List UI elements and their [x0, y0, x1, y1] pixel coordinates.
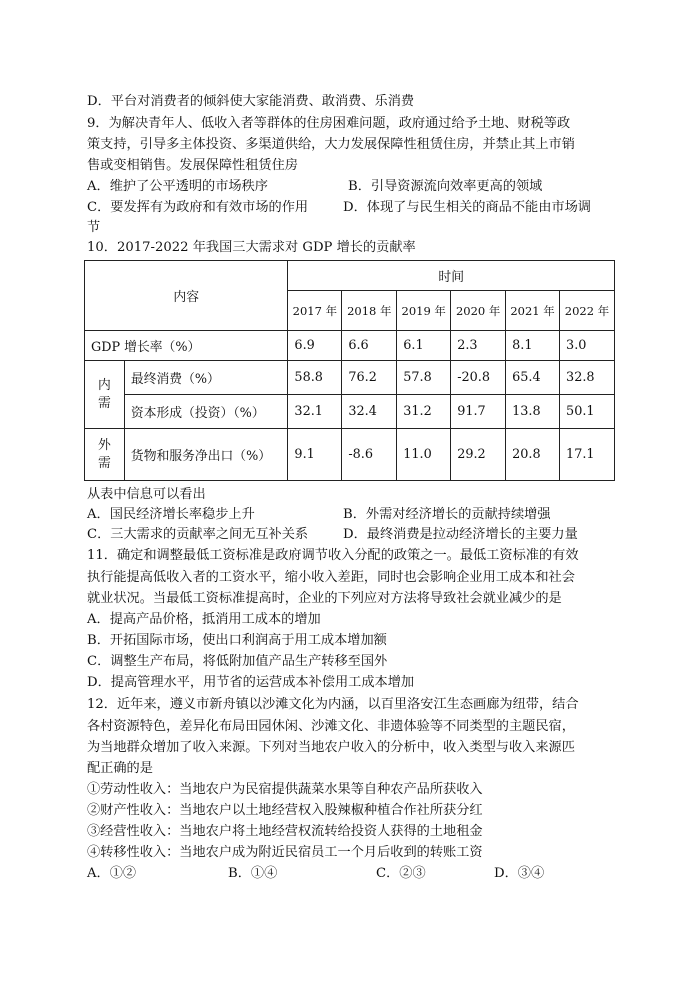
table-cell: 13.8 [506, 395, 560, 429]
table-row-capital [85, 395, 615, 429]
year-header: 2019 年 [397, 291, 451, 331]
q12-option-b: B．①④ [228, 866, 278, 881]
gdp-contribution-table [84, 260, 615, 481]
q12-stem-line-1: 12．近年来，遵义市新舟镇以沙滩文化为内涵，以百里洛安江生态画廊为纽带，结合 [87, 697, 579, 712]
q11-option-b: B．开拓国际市场，使出口利润高于用工成本增加额 [87, 633, 387, 648]
table-cell: 9.1 [288, 429, 342, 481]
q12-option-c: C．②③ [376, 866, 426, 881]
header-time: 时间 [288, 261, 615, 291]
year-header: 2021 年 [506, 291, 560, 331]
q12-statement-3: ③经营性收入：当地农户将土地经营权流转给投资人获得的土地租金 [87, 824, 483, 839]
q9-option-c: C．要发挥有为政府和有效市场的作用 [87, 200, 309, 215]
q9-option-d-cont: 节 [87, 220, 101, 235]
q10-option-b: B．外需对经济增长的贡献持续增强 [343, 507, 551, 522]
group-text: 外需 [98, 437, 111, 471]
q11-option-a: A．提高产品价格，抵消用工成本的增加 [87, 612, 321, 627]
q9-option-d: D．体现了与民生相关的商品不能由市场调 [343, 200, 591, 215]
q11-stem-line-1: 11．确定和调整最低工资标准是政府调节收入分配的政策之一。最低工资标准的有效 [87, 548, 579, 563]
table-cell: 8.1 [506, 331, 560, 361]
table-cell: 76.2 [342, 361, 397, 395]
q12-stem-line-3: 为当地群众增加了收入来源。下列对当地农户收入的分析中，收入类型与收入来源匹 [87, 740, 575, 755]
q12-statement-1: ①劳动性收入：当地农户为民宿提供蔬菜水果等自种农产品所获收入 [87, 782, 483, 797]
table-cell: 11.0 [397, 429, 451, 481]
row-label: GDP 增长率（%） [85, 331, 288, 361]
q9-option-b: B．引导资源流向效率更高的领域 [348, 179, 543, 194]
q9-stem-line-1: 9．为解决青年人、低收入者等群体的住房困难问题，政府通过给予土地、财税等政 [87, 116, 571, 131]
q12-stem-line-2: 各村资源特色，差异化布局田园休闲、沙滩文化、非遗体验等不同类型的主题民宿， [87, 719, 575, 734]
q12-option-d: D．③④ [494, 866, 545, 881]
header-content: 内容 [85, 261, 288, 331]
table-cell: -20.8 [451, 361, 506, 395]
q10-option-d: D．最终消费是拉动经济增长的主要力量 [343, 527, 578, 542]
year-header: 2017 年 [288, 291, 342, 331]
table-cell: 32.4 [342, 395, 397, 429]
table-cell: 65.4 [506, 361, 560, 395]
q11-stem-line-3: 就业状况。当最低工资标准提高时，企业的下列应对方法将导致社会就业减少的是 [87, 591, 562, 606]
table-cell: 50.1 [560, 395, 615, 429]
table-row-netexport [85, 429, 615, 481]
table-cell: 31.2 [397, 395, 451, 429]
q12-statement-4: ④转移性收入：当地农户成为附近民宿员工一个月后收到的转账工资 [87, 845, 483, 860]
row-label: 资本形成（投资）（%） [124, 395, 288, 429]
q12-option-a: A．①② [87, 866, 137, 881]
table-cell: 17.1 [560, 429, 615, 481]
table-cell: 57.8 [397, 361, 451, 395]
group-label-domestic [85, 361, 125, 429]
table-cell: -8.6 [342, 429, 397, 481]
table-cell: 58.8 [288, 361, 342, 395]
q11-option-d: D．提高管理水平，用节省的运营成本补偿用工成本增加 [87, 675, 415, 690]
q11-stem-line-2: 执行能提高低收入者的工资水平，缩小收入差距，同时也会影响企业用工成本和社会 [87, 570, 575, 585]
table-cell: 2.3 [451, 331, 506, 361]
row-label: 货物和服务净出口（%） [124, 429, 288, 481]
q9-option-a: A．维护了公平透明的市场秩序 [87, 179, 268, 194]
table-cell: 32.1 [288, 395, 342, 429]
q8-option-d: D．平台对消费者的倾斜使大家能消费、敢消费、乐消费 [87, 94, 415, 109]
q10-title: 10．2017-2022 年我国三大需求对 GDP 增长的贡献率 [87, 240, 416, 255]
q9-stem-line-3: 售或变相销售。发展保障性租赁住房 [87, 158, 298, 173]
table-cell: 29.2 [451, 429, 506, 481]
group-label-external [85, 429, 125, 481]
q9-stem-line-2: 策支持，引导多主体投资、多渠道供给，大力发展保障性租赁住房，并禁止其上市销 [87, 137, 575, 152]
q10-option-c: C．三大需求的贡献率之间无互补关系 [87, 527, 309, 542]
row-label: 最终消费（%） [124, 361, 288, 395]
table-cell: 91.7 [451, 395, 506, 429]
table-cell: 20.8 [506, 429, 560, 481]
table-row-consumption [85, 361, 615, 395]
q10-option-a: A．国民经济增长率稳步上升 [87, 507, 255, 522]
table-row-gdp [85, 331, 615, 361]
table-cell: 6.9 [288, 331, 342, 361]
table-cell: 32.8 [560, 361, 615, 395]
year-header: 2020 年 [451, 291, 506, 331]
q11-option-c: C．调整生产布局，将低附加值产品生产转移至国外 [87, 654, 388, 669]
table-cell: 3.0 [560, 331, 615, 361]
q10-stem: 从表中信息可以看出 [87, 487, 206, 502]
q12-statement-2: ②财产性收入：当地农户以土地经营权入股辣椒种植合作社所获分红 [87, 803, 483, 818]
year-header: 2022 年 [560, 291, 615, 331]
q12-stem-line-4: 配正确的是 [87, 761, 153, 776]
table-cell: 6.1 [397, 331, 451, 361]
group-text: 内需 [98, 377, 111, 411]
year-header: 2018 年 [342, 291, 397, 331]
table-cell: 6.6 [342, 331, 397, 361]
